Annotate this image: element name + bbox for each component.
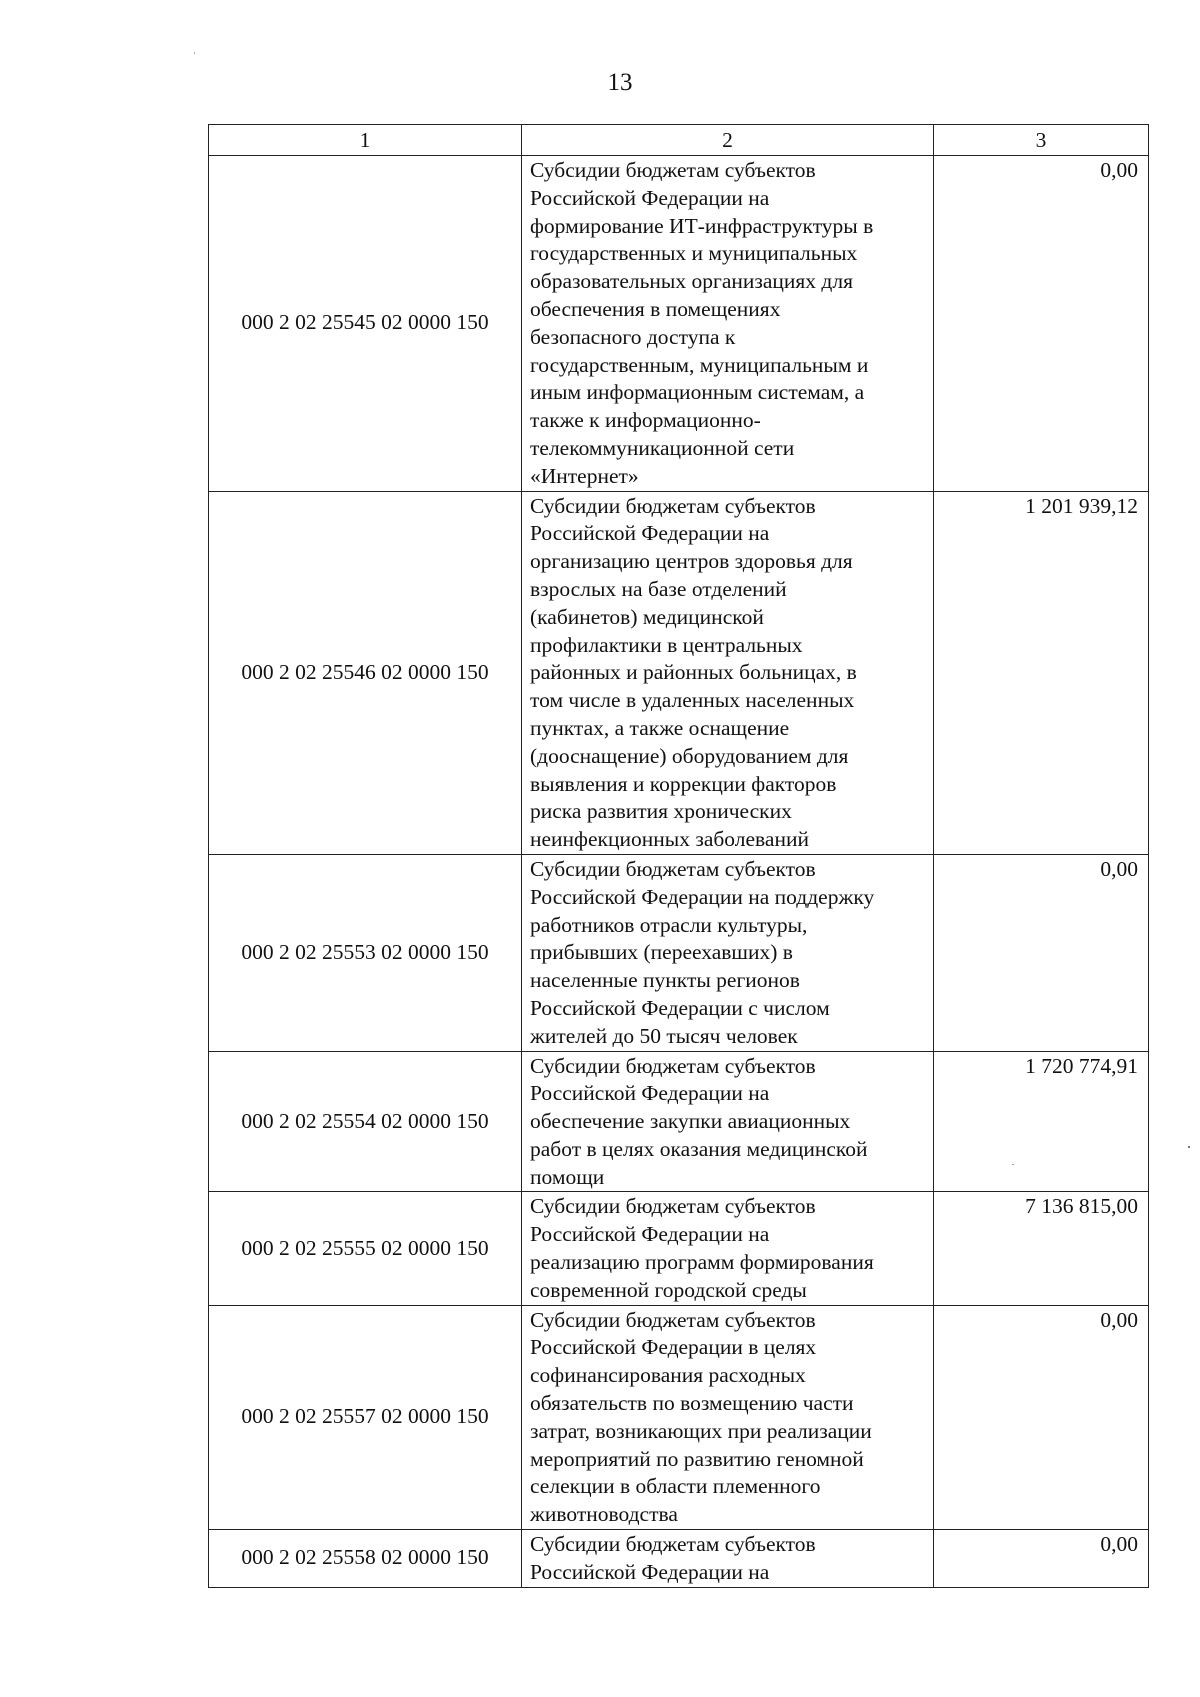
amount-value: 0,00: [934, 854, 1149, 1051]
amount-value: 7 136 815,00: [934, 1192, 1149, 1305]
budget-classification-code: 000 2 02 25557 02 0000 150: [209, 1305, 522, 1529]
description-line: Российской Федерации на: [530, 1081, 770, 1106]
budget-classification-code: 000 2 02 25558 02 0000 150: [209, 1530, 522, 1588]
description-line: (дооснащение) оборудованием для: [530, 743, 849, 768]
description-line: телекоммуникационной сети: [530, 435, 795, 460]
description-line: «Интернет»: [530, 463, 639, 488]
description-line: образовательных организациях для: [530, 269, 853, 294]
revenue-description: [522, 491, 934, 854]
scan-speck: [1012, 1164, 1014, 1165]
description-line: работ в целях оказания медицинской: [530, 1136, 868, 1161]
description-line: Субсидии бюджетам субъектов: [530, 158, 816, 182]
description-line: прибывших (переехавших) в: [530, 940, 793, 965]
description-line: пунктах, а также оснащение: [530, 715, 790, 740]
description-line: государственным, муниципальным и: [530, 352, 869, 377]
revenue-description: [522, 1192, 934, 1305]
description-line: Субсидии бюджетам субъектов: [530, 1532, 816, 1557]
budget-classification-code: 000 2 02 25546 02 0000 150: [209, 491, 522, 854]
description-line: Российской Федерации на: [530, 521, 770, 546]
table-row: [209, 491, 1149, 854]
description-line: взрослых на базе отделений: [530, 576, 787, 601]
description-line: Субсидии бюджетам субъектов: [530, 493, 816, 518]
amount-value: 0,00: [934, 1305, 1149, 1529]
description-line: Российской Федерации в целях: [530, 1335, 817, 1360]
budget-revenue-table: [208, 124, 1149, 1588]
revenue-description: [522, 1305, 934, 1529]
scan-speck: [194, 52, 195, 54]
description-line: Субсидии бюджетам субъектов: [530, 856, 816, 881]
description-line: Российской Федерации с числом: [530, 995, 830, 1020]
table-row: [209, 1305, 1149, 1529]
description-line: работников отрасли культуры,: [530, 912, 808, 937]
page-number: 13: [607, 69, 633, 96]
description-line: Субсидии бюджетам субъектов: [530, 1194, 816, 1219]
header-column-3: 3: [934, 125, 1149, 156]
budget-classification-code: 000 2 02 25554 02 0000 150: [209, 1051, 522, 1192]
table-row: [209, 1192, 1149, 1305]
description-line: Российской Федерации на поддержку: [530, 884, 875, 909]
revenue-description: [522, 1051, 934, 1192]
description-line: населенные пункты регионов: [530, 968, 800, 993]
scan-speck: [1188, 1146, 1190, 1148]
amount-value: 1 720 774,91: [934, 1051, 1149, 1192]
description-line: формирование ИТ-инфраструктуры в: [530, 213, 874, 238]
description-line: обеспечения в помещениях: [530, 296, 781, 321]
description-line: Российской Федерации на: [530, 185, 770, 210]
description-line: обязательств по возмещению части: [530, 1391, 854, 1416]
table-header: [209, 125, 1149, 156]
table-body: [209, 156, 1149, 1588]
description-line: селекции в области племенного: [530, 1474, 821, 1499]
description-line: обеспечение закупки авиационных: [530, 1109, 851, 1134]
description-line: районных и районных больницах, в: [530, 660, 857, 685]
description-line: профилактики в центральных: [530, 632, 803, 657]
revenue-description: [522, 1530, 934, 1588]
budget-classification-code: 000 2 02 25553 02 0000 150: [209, 854, 522, 1051]
description-line: софинансирования расходных: [530, 1363, 806, 1388]
description-line: выявления и коррекции факторов: [530, 771, 837, 796]
header-column-1: 1: [209, 125, 522, 156]
description-line: помощи: [530, 1164, 605, 1189]
description-line: государственных и муниципальных: [530, 241, 858, 266]
table-row: [209, 1051, 1149, 1192]
description-line: жителей до 50 тысяч человек: [530, 1023, 798, 1048]
description-line: Российской Федерации на: [530, 1559, 770, 1584]
description-line: животноводства: [530, 1502, 678, 1527]
description-line: иным информационным системам, а: [530, 380, 865, 405]
budget-classification-code: 000 2 02 25555 02 0000 150: [209, 1192, 522, 1305]
revenue-description: [522, 156, 934, 492]
description-line: Субсидии бюджетам субъектов: [530, 1053, 816, 1078]
description-line: реализацию программ формирования: [530, 1250, 874, 1275]
amount-value: 0,00: [934, 156, 1149, 492]
description-line: также к информационно-: [530, 408, 761, 433]
description-line: современной городской среды: [530, 1277, 807, 1302]
description-line: риска развития хронических: [530, 799, 792, 824]
table-row: [209, 156, 1149, 492]
table-row: [209, 1530, 1149, 1588]
description-line: безопасного доступа к: [530, 324, 736, 349]
header-row: [209, 125, 1149, 156]
description-line: затрат, возникающих при реализации: [530, 1418, 872, 1443]
description-line: Субсидии бюджетам субъектов: [530, 1307, 816, 1332]
description-line: (кабинетов) медицинской: [530, 604, 764, 629]
description-line: мероприятий по развитию геномной: [530, 1446, 864, 1471]
description-line: Российской Федерации на: [530, 1222, 770, 1247]
header-column-2: 2: [522, 125, 934, 156]
budget-classification-code: 000 2 02 25545 02 0000 150: [209, 156, 522, 492]
description-line: том числе в удаленных населенных: [530, 688, 855, 713]
description-line: неинфекционных заболеваний: [530, 827, 809, 852]
amount-value: 1 201 939,12: [934, 491, 1149, 854]
amount-value: 0,00: [934, 1530, 1149, 1588]
revenue-description: [522, 854, 934, 1051]
description-line: организацию центров здоровья для: [530, 549, 853, 574]
table-row: [209, 854, 1149, 1051]
